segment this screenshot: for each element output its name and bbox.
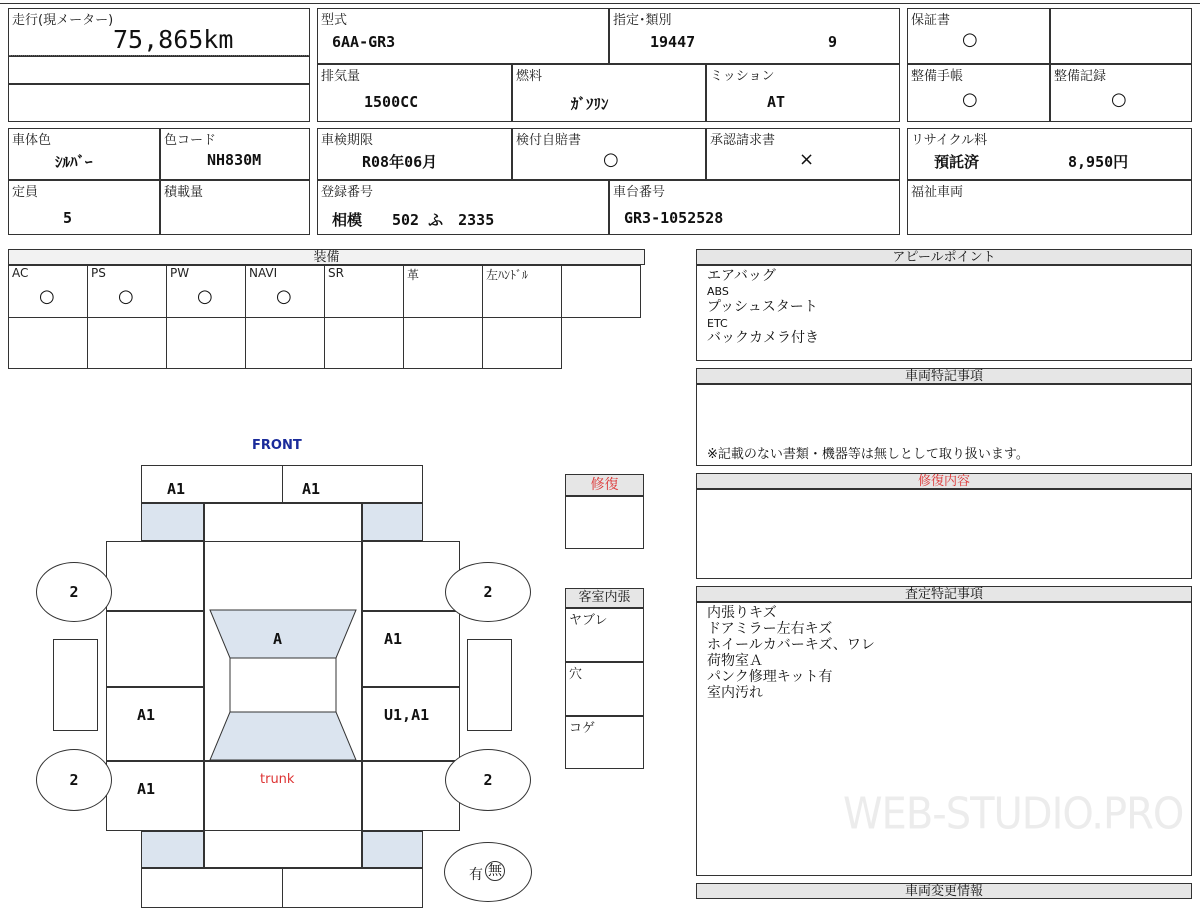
transmission-label: ミッション: [710, 69, 775, 84]
trunk-label: trunk: [260, 772, 295, 787]
left-rear-door: [106, 687, 204, 761]
appeal-line: エアバッグ: [707, 268, 776, 284]
repair-details-box: [696, 489, 1192, 579]
roof: [230, 658, 336, 712]
special-notes-header: 車両特記事項: [696, 368, 1192, 384]
insurance-cell: [512, 128, 706, 180]
fuel-label: 燃料: [516, 69, 543, 84]
equipment-cell: [87, 265, 167, 318]
maintenance-book-mark: ○: [962, 89, 978, 110]
designation-label: 指定･類別: [613, 13, 672, 28]
right-front-door: [362, 611, 460, 687]
capacity-value: 5: [63, 209, 73, 227]
mileage-label: 走行(現メーター): [12, 13, 114, 28]
displacement-value: 1500CC: [364, 93, 419, 111]
equipment-grid: [8, 265, 645, 369]
tire-front-left: [36, 562, 112, 622]
equipment-label: SR: [328, 266, 344, 280]
left-side-mirror: [53, 639, 98, 731]
interior-row-label: 穴: [569, 667, 583, 682]
approval-label: 承認請求書: [710, 133, 776, 148]
maintenance-record-mark: ○: [1111, 89, 1127, 110]
displacement-cell: [317, 64, 512, 122]
approval-mark: ×: [799, 149, 815, 170]
appeal-line: バックカメラ付き: [707, 330, 819, 346]
equipment-mark: ○: [118, 286, 134, 307]
tire-rear-left-mark: 2: [69, 771, 79, 789]
equipment-cell-empty: [166, 317, 246, 369]
maintenance-book-cell: [907, 64, 1050, 122]
inspection-cell: [317, 128, 512, 180]
change-info-header: 車両変更情報: [696, 883, 1192, 899]
left-front-door: [106, 611, 204, 687]
equipment-cell-empty: [403, 317, 483, 369]
interior-row-tear: [565, 608, 644, 662]
designation-cell: [609, 8, 900, 64]
front-center-panel: [204, 503, 362, 541]
equipment-label: PW: [170, 266, 190, 280]
registration-label: 登録番号: [321, 185, 374, 200]
tire-front-right-mark: 2: [483, 583, 493, 601]
front-right-pillar: [362, 503, 423, 541]
mileage-extra-cell: [8, 56, 310, 84]
spare-no-label: 無: [485, 861, 505, 881]
damage-front-right: A1: [302, 480, 321, 498]
color-code-value: NH830M: [207, 151, 262, 169]
repair-details-title: 修復内容: [917, 474, 970, 489]
equipment-cell: [403, 265, 483, 318]
warranty-label: 保証書: [911, 13, 951, 28]
approval-cell: [706, 128, 900, 180]
maintenance-record-label: 整備記録: [1054, 69, 1107, 84]
fuel-value: ｶﾞｿﾘﾝ: [571, 95, 609, 113]
inspection-label: 車検期限: [321, 133, 374, 148]
appeal-line: ABS: [707, 285, 729, 298]
equipment-label: 革: [407, 268, 420, 282]
equipment-cell: [245, 265, 325, 318]
recycle-amount: 8,950円: [1068, 153, 1129, 171]
body-color-cell: [8, 128, 160, 180]
equipment-cell: [561, 265, 641, 318]
tire-front-left-mark: 2: [69, 583, 79, 601]
transmission-value: AT: [767, 93, 786, 111]
damage-left-rear-door: A1: [137, 706, 156, 724]
cabin-glass: [204, 608, 362, 760]
equipment-cell-empty: [245, 317, 325, 369]
spare-yes-label: 有: [469, 867, 483, 883]
displacement-label: 排気量: [321, 69, 361, 84]
front-left-pillar: [141, 503, 204, 541]
assessment-header: 査定特記事項: [696, 586, 1192, 602]
rear-right-pillar: [362, 831, 423, 868]
rear-glass: [210, 712, 356, 760]
special-notes-box: [696, 384, 1192, 466]
damage-front-left: A1: [167, 480, 186, 498]
damage-right-rear-door: U1,A1: [384, 706, 430, 724]
assessment-line: パンク修理キット有: [707, 669, 833, 685]
equipment-mark: ○: [39, 286, 55, 307]
equipment-cell-empty: [87, 317, 167, 369]
damage-left-rear-quarter: A1: [137, 780, 156, 798]
right-front-fender: [362, 541, 460, 611]
transmission-cell: [706, 64, 900, 122]
warranty-mark: ○: [962, 29, 978, 50]
capacity-cell: [8, 180, 160, 235]
equipment-label: PS: [91, 266, 106, 280]
rear-center-panel: [204, 831, 362, 868]
appeal-box: [696, 265, 1192, 361]
tire-rear-right-mark: 2: [483, 771, 493, 789]
recycle-cell: [907, 128, 1192, 180]
load-label: 積載量: [164, 185, 204, 200]
model-value: 6AA-GR3: [332, 33, 396, 51]
equipment-cell: [324, 265, 404, 318]
welfare-label: 福祉車両: [911, 185, 964, 200]
equipment-label: AC: [12, 266, 29, 280]
equipment-cell-empty: [482, 317, 562, 369]
interior-header: 客室内張: [565, 588, 644, 608]
equipment-cell: [8, 265, 88, 318]
rear-left-pillar: [141, 831, 204, 868]
fuel-cell: [512, 64, 706, 122]
top-edge-strip: [0, 0, 1200, 4]
tire-rear-left: [36, 749, 112, 811]
welfare-cell: [907, 180, 1192, 235]
interior-row-burn: [565, 716, 644, 769]
assessment-line: 内張りキズ: [707, 605, 777, 621]
assessment-box: [696, 602, 1192, 876]
equipment-cell-empty: [324, 317, 404, 369]
assessment-line: 荷物室Ａ: [707, 653, 763, 669]
tire-rear-right: [445, 749, 531, 811]
body-color-label: 車体色: [12, 133, 52, 148]
equipment-cell: [166, 265, 246, 318]
rear-bumper-right: [282, 868, 423, 908]
interior-row-hole: [565, 662, 644, 716]
chassis-cell: [609, 180, 900, 235]
recycle-label: リサイクル料: [911, 133, 988, 148]
equipment-cell-empty: [8, 317, 88, 369]
equipment-mark: ○: [197, 286, 213, 307]
equipment-label: 左ﾊﾝﾄﾞﾙ: [486, 268, 529, 282]
designation-value-1: 19447: [650, 33, 696, 51]
front-label: FRONT: [252, 438, 302, 453]
appeal-line: ETC: [707, 317, 728, 330]
windshield: [210, 610, 356, 658]
chassis-value: GR3-1052528: [624, 209, 724, 227]
assessment-line: ドアミラー左右キズ: [707, 621, 833, 637]
equipment-header: 装備: [8, 249, 645, 265]
appeal-header: アピールポイント: [696, 249, 1192, 265]
model-cell: [317, 8, 609, 64]
warranty-cell: [907, 8, 1050, 64]
damage-hood: A: [273, 630, 283, 648]
load-cell: [160, 180, 310, 235]
right-rear-door: [362, 687, 460, 761]
maintenance-book-label: 整備手帳: [911, 69, 964, 84]
mileage-value: 75,865km: [113, 25, 234, 54]
interior-row-label: ヤブレ: [569, 613, 608, 628]
recycle-status: 預託済: [934, 153, 980, 171]
registration-value: 相模 502 ふ 2335: [332, 211, 495, 229]
maintenance-record-cell: [1050, 64, 1192, 122]
interior-row-label: コゲ: [569, 721, 596, 736]
spare-tire-indicator: [444, 842, 532, 902]
equipment-label: NAVI: [249, 266, 278, 280]
special-notes-text: ※記載のない書類・機器等は無しとして取り扱います。: [707, 447, 1029, 462]
mileage-extra-cell-2: [8, 84, 310, 122]
repair-box: [565, 496, 644, 549]
registration-cell: [317, 180, 609, 235]
warranty-side-cell: [1050, 8, 1192, 64]
capacity-label: 定員: [12, 185, 39, 200]
assessment-line: ホイールカバーキズ、ワレ: [707, 637, 875, 653]
repair-box-header: [565, 474, 644, 496]
color-code-label: 色コード: [164, 133, 217, 148]
damage-right-front-door: A1: [384, 630, 403, 648]
car-diagram: [0, 430, 560, 900]
equipment-mark: ○: [276, 286, 292, 307]
equipment-cell: [482, 265, 562, 318]
chassis-label: 車台番号: [613, 185, 666, 200]
front-bumper-left: [141, 465, 283, 503]
mileage-cell: [8, 8, 310, 56]
assessment-line: 室内汚れ: [707, 685, 763, 701]
designation-value-2: 9: [828, 33, 838, 51]
rear-bumper-left: [141, 868, 283, 908]
insurance-mark: ○: [603, 149, 619, 170]
right-side-mirror: [467, 639, 512, 731]
inspection-value: R08年06月: [362, 153, 438, 171]
repair-box-title: 修復: [590, 477, 619, 493]
color-code-cell: [160, 128, 310, 180]
body-color-value: ｼﾙﾊﾞｰ: [55, 153, 93, 171]
insurance-label: 検付自賠書: [516, 133, 582, 148]
left-front-fender: [106, 541, 204, 611]
model-label: 型式: [321, 13, 348, 28]
tire-front-right: [445, 562, 531, 622]
repair-details-header: [696, 473, 1192, 489]
appeal-line: プッシュスタート: [707, 299, 818, 315]
watermark: WEB-STUDIO.PRO: [843, 788, 1184, 840]
